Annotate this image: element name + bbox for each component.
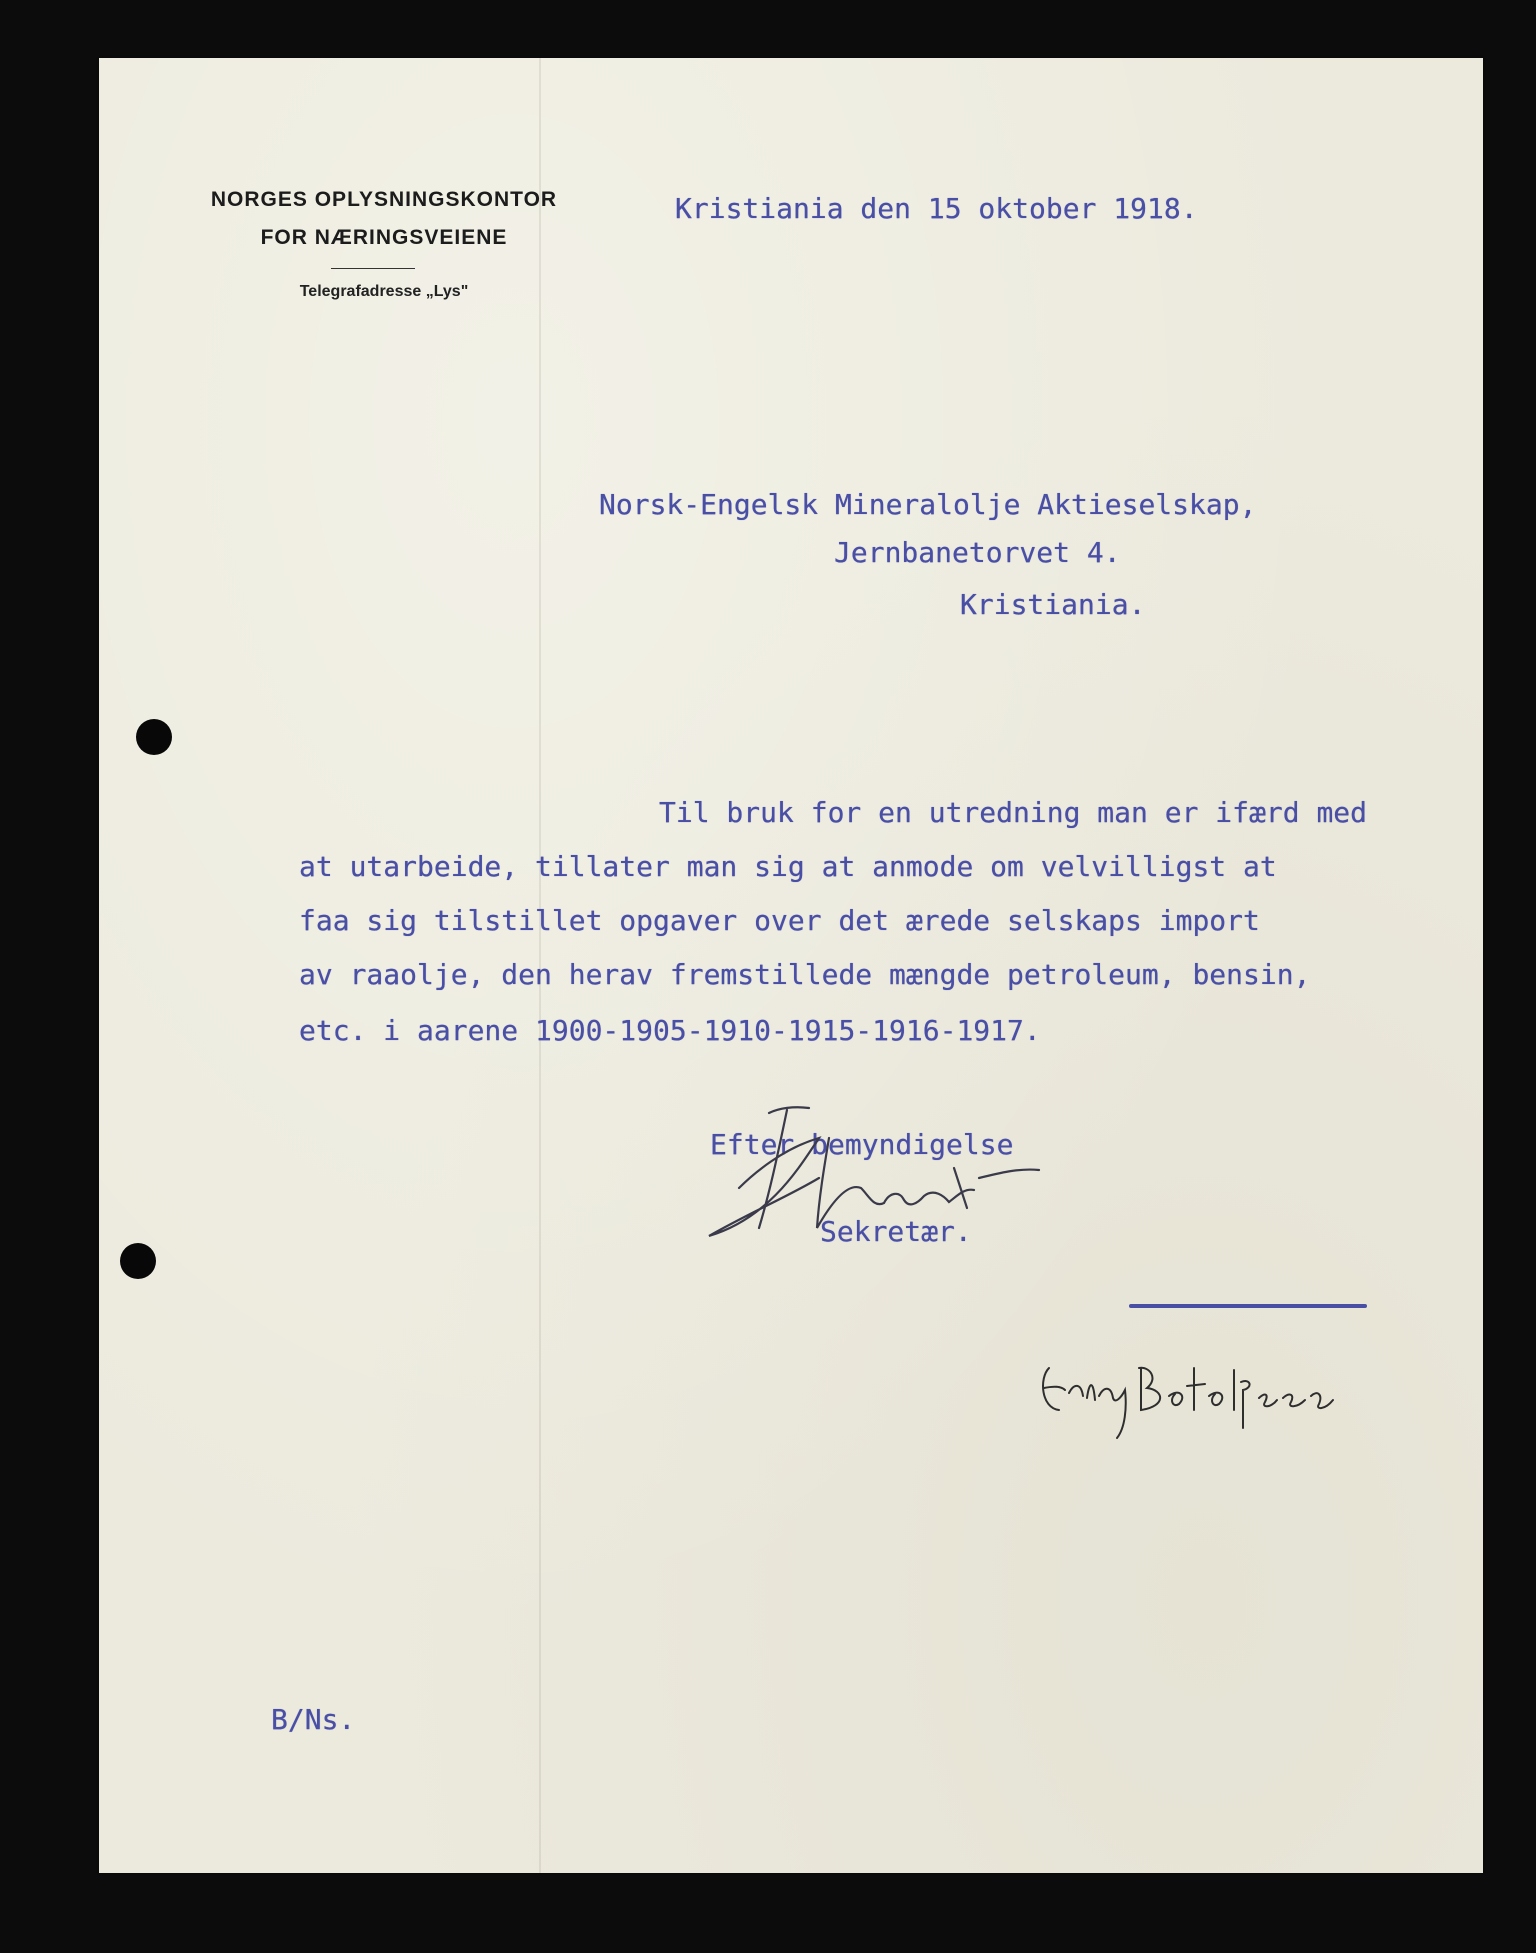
body-line: etc. i aarene 1900-1905-1910-1915-1916-1917. xyxy=(299,1014,1041,1047)
closing-title: Sekretær. xyxy=(820,1215,972,1248)
body-line: Til bruk for en utredning man er ifærd med xyxy=(659,796,1368,829)
punch-hole xyxy=(120,1243,156,1279)
letter-page xyxy=(99,58,1483,1873)
closing-authority: Efter bemyndigelse xyxy=(710,1128,1014,1161)
letter-date: Kristiania den 15 oktober 1918. xyxy=(675,192,1198,225)
letterhead-line1: NORGES OPLYSNINGSKONTOR xyxy=(210,188,558,211)
recipient-city: Kristiania. xyxy=(960,588,1146,621)
telegraph-address: Telegrafadresse „Lys" xyxy=(299,283,469,300)
letterhead-divider xyxy=(331,268,415,269)
secretary-signature xyxy=(699,1078,1059,1258)
reference-initials: B/Ns. xyxy=(271,1703,356,1736)
signature-rule xyxy=(1129,1304,1367,1308)
punch-hole xyxy=(136,719,172,755)
body-line: at utarbeide, tillater man sig at anmode om velvilligst at xyxy=(299,850,1277,883)
recipient-name: Norsk-Engelsk Mineralolje Aktieselskap, xyxy=(599,488,1257,521)
body-line: av raaolje, den herav fremstillede mængde petroleum, bensin, xyxy=(299,958,1311,991)
recipient-signature xyxy=(1029,1338,1349,1448)
recipient-street: Jernbanetorvet 4. xyxy=(834,536,1121,569)
body-line: faa sig tilstillet opgaver over det ærede selskaps import xyxy=(299,904,1260,937)
letterhead-line2: FOR NÆRINGSVEIENE xyxy=(260,226,508,249)
